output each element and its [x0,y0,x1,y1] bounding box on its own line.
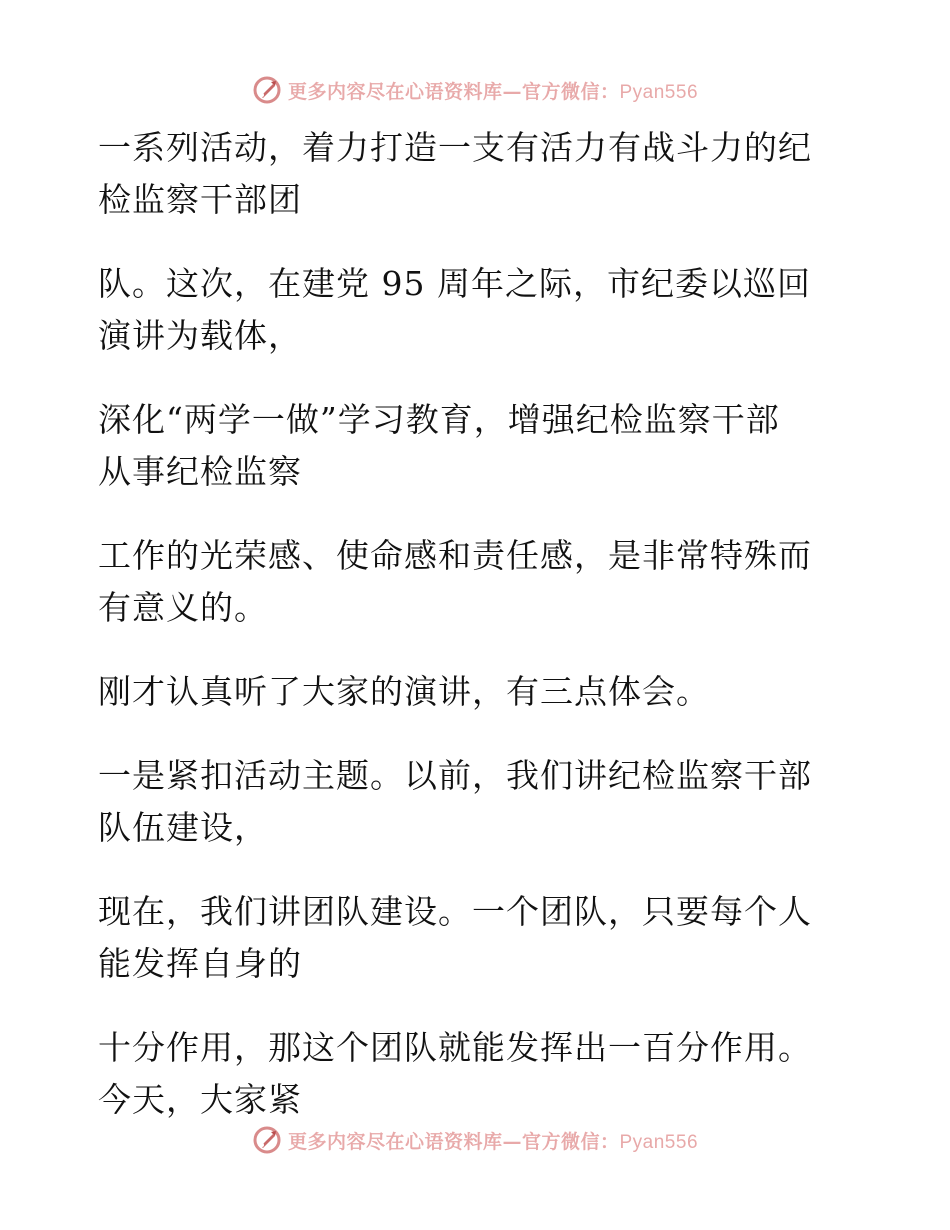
paragraph-line: 刚才认真听了大家的演讲，有三点体会。 [98,672,710,711]
paragraph [98,530,838,634]
paragraph-line: 工作的光荣感、使命感和责任感，是非常特殊而 [98,536,812,575]
paragraph [98,1022,838,1126]
paragraph [98,750,838,854]
paragraph-line: 一系列活动，着力打造一支有活力有战斗力的纪 [98,128,812,167]
quill-seal-icon [252,75,282,105]
paragraph [98,886,838,990]
paragraph-line: 能发挥自身的 [98,944,302,983]
paragraph-line: 队。这次，在建党 95 周年之际，市纪委以巡回 [98,264,811,303]
paragraph-line: 十分作用，那这个团队就能发挥出一百分作用。 [98,1028,812,1067]
paragraph-line: 一是紧扣活动主题。以前，我们讲纪检监察干部 [98,756,812,795]
paragraph-line: 深化“两学一做”学习教育，增强纪检监察干部 [98,400,780,439]
paragraph [98,394,838,498]
paragraph [98,122,838,226]
paragraph-line: 今天，大家紧 [98,1080,302,1119]
paragraph-line: 检监察干部团 [98,180,302,219]
paragraph-line: 演讲为载体， [98,316,302,355]
watermark-cn: 更多内容尽在心语资料库—官方微信： [287,80,620,103]
watermark-text [288,1127,698,1154]
watermark-cn: 更多内容尽在心语资料库—官方微信： [287,1130,620,1153]
footer-watermark [0,1120,950,1160]
paragraph [98,666,838,718]
header-watermark [0,70,950,110]
paragraph-line: 从事纪检监察 [98,452,302,491]
watermark-text [288,77,698,104]
paragraph-line: 有意义的。 [98,588,268,627]
paragraph-line: 现在，我们讲团队建设。一个团队，只要每个人 [98,892,812,931]
watermark-en: Pyan556 [619,1131,699,1153]
paragraph [98,258,838,362]
document-body [98,122,838,1158]
paragraph-line: 队伍建设， [98,808,268,847]
quill-seal-icon [252,1125,282,1155]
watermark-en: Pyan556 [619,81,699,103]
